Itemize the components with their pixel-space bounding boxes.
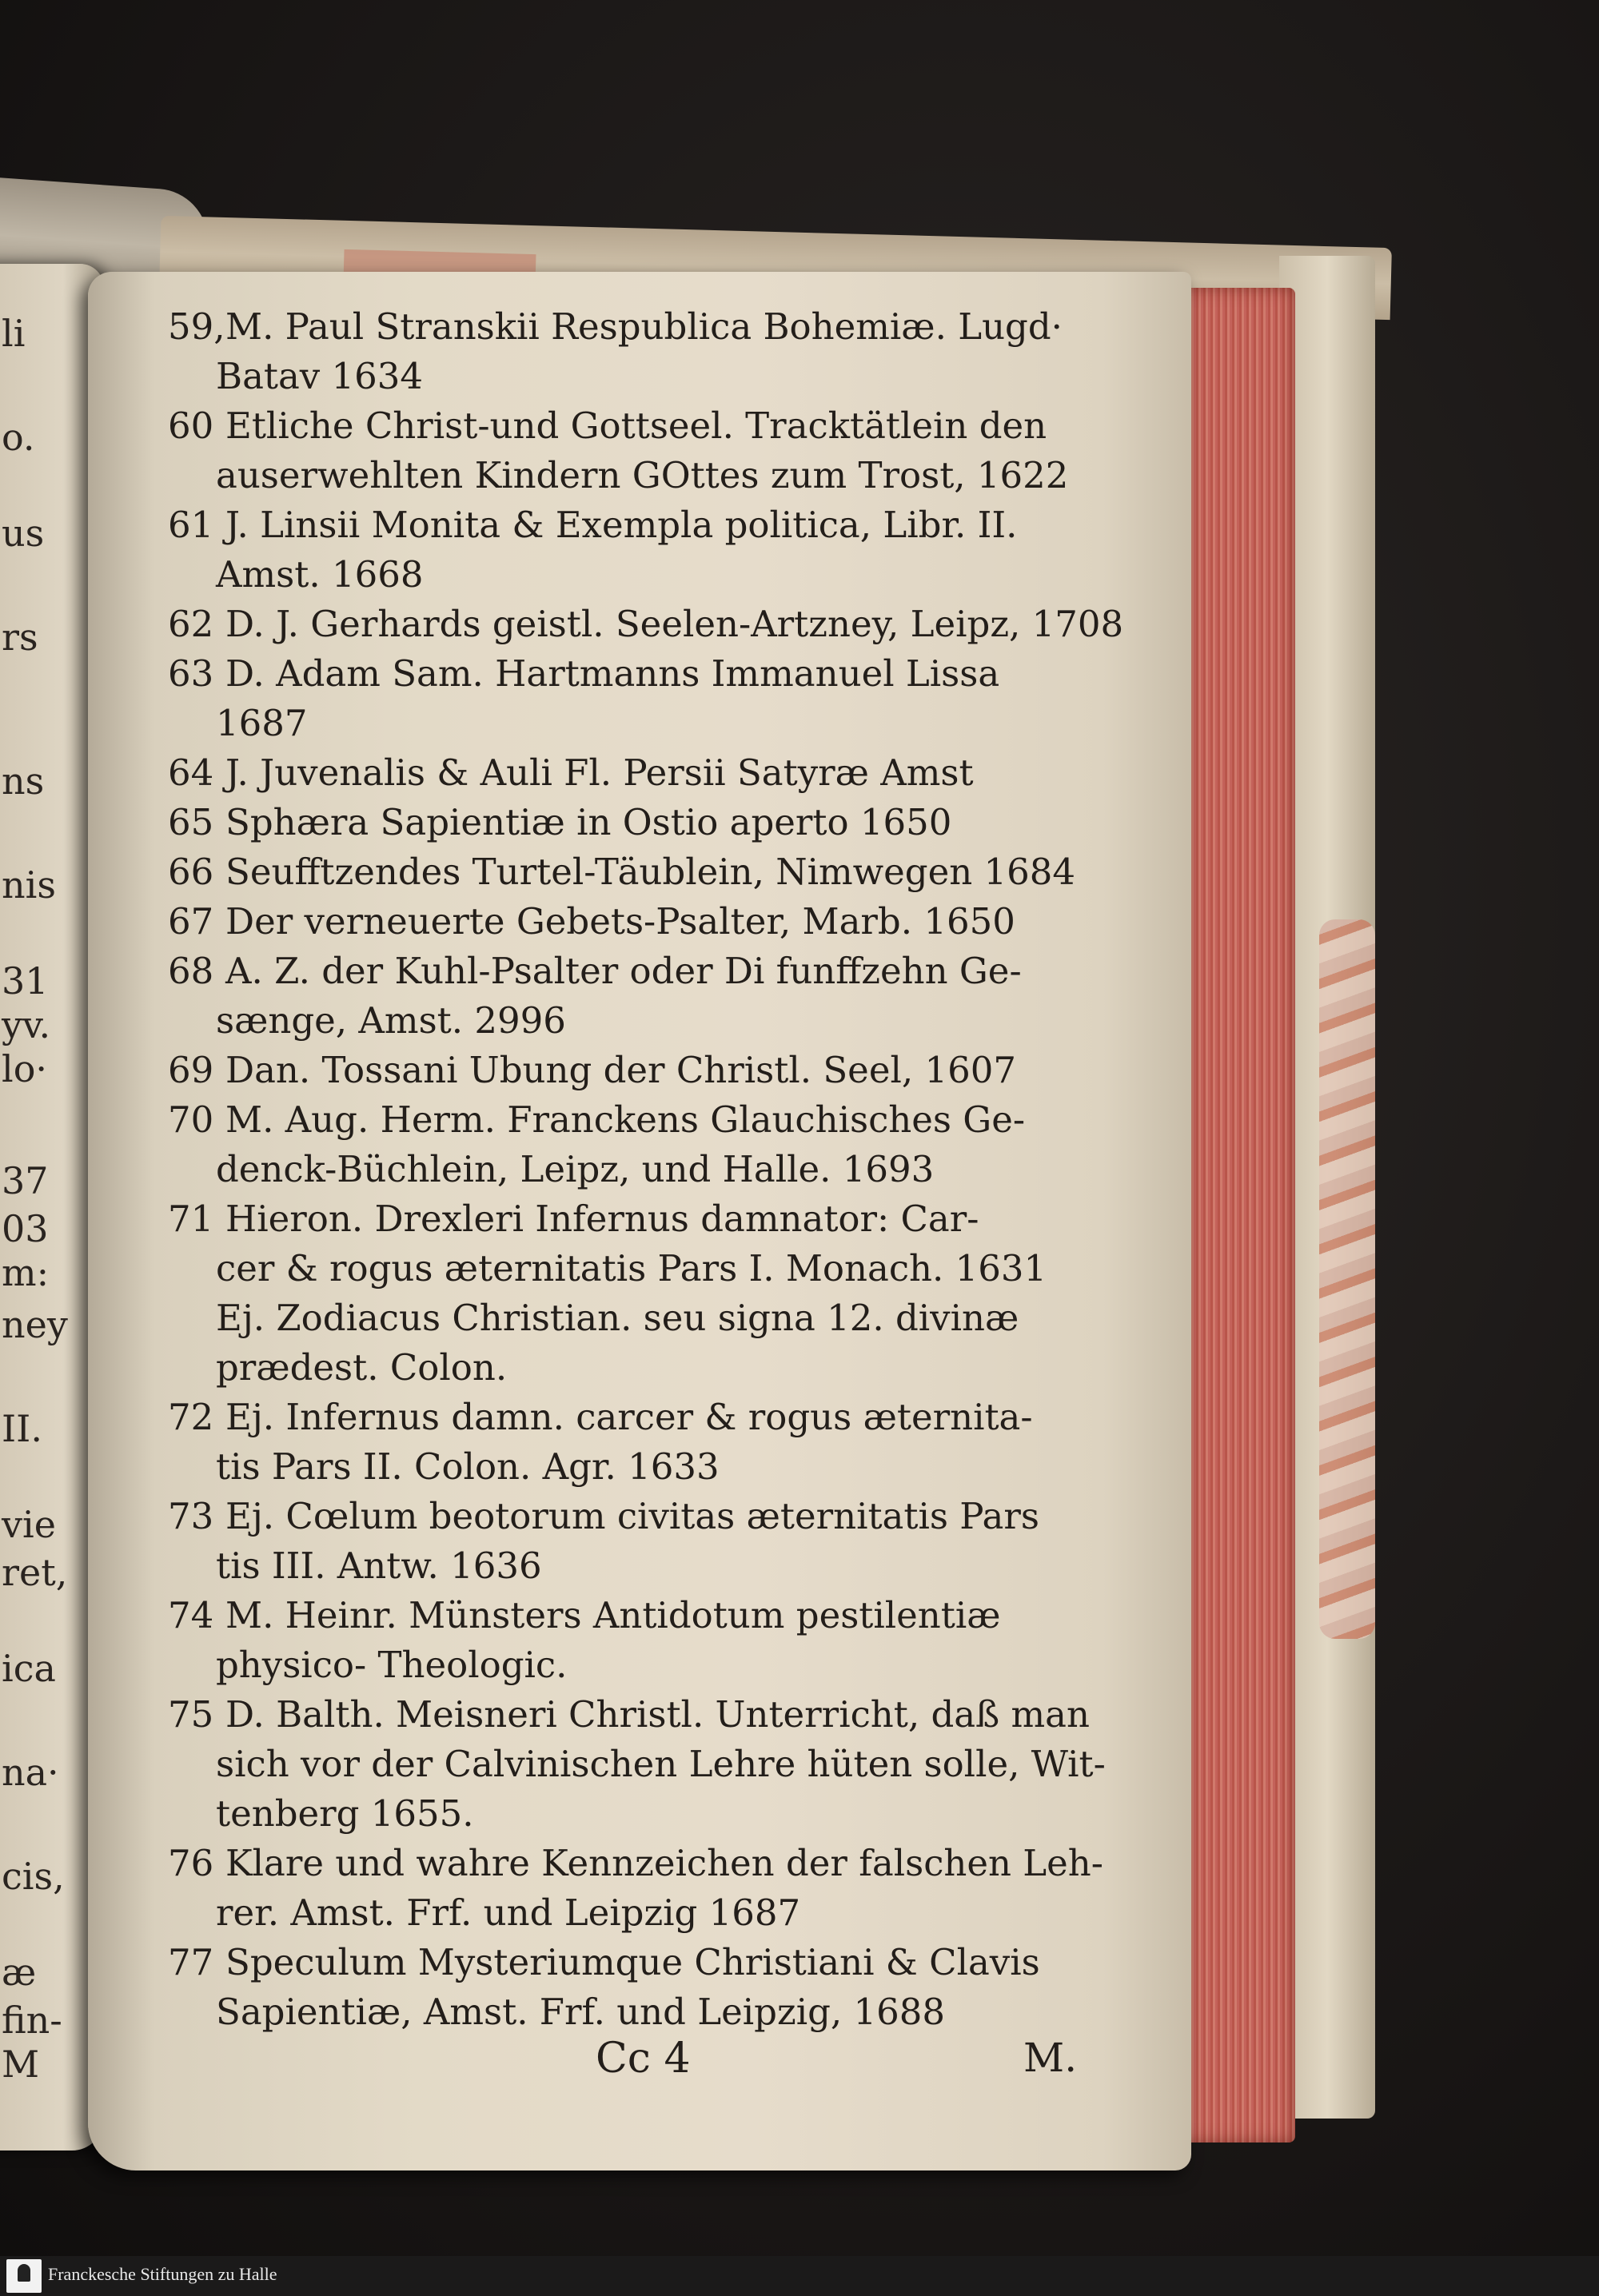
entry-text: Klare und wahre Kennzeichen der falschen Leh-	[225, 1842, 1103, 1884]
entry-text: Amst. 1668	[216, 553, 424, 596]
entry-text: M. Heinr. Münsters Antidotum pestilentiæ	[225, 1594, 1001, 1636]
entry-first-line	[168, 947, 1079, 996]
entry-text: Sphæra Sapientiæ in Ostio aperto 1650	[225, 801, 952, 843]
entry-text: prædest. Colon.	[216, 1346, 508, 1389]
entry-text: tenberg 1655.	[216, 1792, 474, 1835]
entry-first-line	[168, 1591, 1079, 1640]
entry-number: 60	[168, 405, 214, 447]
catalog-entry	[168, 401, 1079, 500]
entry-number: 72	[168, 1396, 214, 1438]
left-page-fragment: ret,	[2, 1551, 68, 1594]
catalog-entry	[168, 649, 1079, 748]
catalog-entry	[168, 1393, 1079, 1492]
left-page-fragment: rs	[2, 616, 38, 659]
entry-first-line	[168, 1690, 1090, 1740]
entry-number: 75	[168, 1693, 214, 1736]
entry-number: 77	[168, 1941, 214, 1983]
catalog-entry	[168, 947, 1079, 1046]
entry-continuation-line	[168, 1244, 1079, 1293]
entry-text: Ej. Zodiacus Christian. seu signa 12. divinæ	[216, 1297, 1019, 1339]
entry-text: tis Pars II. Colon. Agr. 1633	[216, 1445, 720, 1488]
entry-text: sænge, Amst. 2996	[216, 999, 566, 1042]
entry-number: 62	[168, 603, 214, 645]
entry-continuation-line	[168, 1987, 1079, 2037]
catalog-entry	[168, 1492, 1079, 1591]
entry-text: rer. Amst. Frf. und Leipzig 1687	[216, 1891, 801, 1934]
left-page-fragment: æ	[2, 1951, 37, 1994]
entry-text: M. Paul Stranskii Respublica Bohemiæ. Lugd·	[225, 305, 1063, 348]
entry-text: Seufftzendes Turtel-Täublein, Nimwegen 1684	[225, 851, 1076, 893]
entry-first-line	[168, 1046, 1079, 1095]
left-page-fragment: yv.	[2, 1003, 51, 1046]
entry-text: sich vor der Calvinischen Lehre hüten solle, Wit-	[216, 1743, 1106, 1785]
catalog-entry	[168, 1591, 1079, 1690]
entry-continuation-line	[168, 352, 1079, 401]
catalog-entry	[168, 798, 1079, 847]
catalog-entry	[168, 500, 1079, 600]
entry-text: 1687	[216, 702, 308, 744]
entry-text: Speculum Mysteriumque Christiani & Clavis	[225, 1941, 1040, 1983]
signature-mark: Cc 4	[596, 2035, 691, 2083]
entry-text: denck-Büchlein, Leipz, und Halle. 1693	[216, 1148, 935, 1190]
entry-text: Etliche Christ-und Gottseel. Tracktätlein den	[225, 405, 1047, 447]
catalog-entry	[168, 302, 1079, 401]
entry-continuation-line	[168, 1640, 1079, 1690]
entry-text: D. Balth. Meisneri Christl. Unterricht, daß man	[225, 1693, 1090, 1736]
entry-text: Hieron. Drexleri Infernus damnator: Car-	[225, 1198, 979, 1240]
catalog-entry	[168, 897, 1079, 947]
entry-continuation-line	[168, 699, 1079, 748]
entry-first-line	[168, 1095, 1079, 1145]
entry-text: auserwehlten Kindern GOttes zum Trost, 1622	[216, 454, 1069, 496]
catalog-entry	[168, 748, 1079, 798]
left-page-fragment: li	[2, 312, 26, 355]
left-page-fragment: 37	[2, 1159, 49, 1202]
catalog-entry	[168, 1194, 1079, 1393]
catalog-entry	[168, 847, 1079, 897]
entry-continuation-line	[168, 1541, 1079, 1591]
entry-continuation-line	[168, 1888, 1079, 1938]
institution-logo-icon	[6, 2259, 42, 2293]
entry-first-line	[168, 302, 1079, 352]
entry-text: J. Juvenalis & Auli Fl. Persii Satyræ Amst	[225, 751, 974, 794]
entry-text: physico- Theologic.	[216, 1644, 568, 1686]
entry-first-line	[168, 748, 1079, 798]
left-page-fragment: lo·	[2, 1047, 48, 1090]
entry-number: 71	[168, 1198, 214, 1240]
catalog-entry	[168, 600, 1124, 649]
entry-number: 67	[168, 900, 214, 943]
entry-text: Batav 1634	[216, 355, 424, 397]
entry-text: tis III. Antw. 1636	[216, 1545, 542, 1587]
entry-continuation-line	[168, 996, 1079, 1046]
entry-first-line	[168, 897, 1079, 947]
catalog-text-block	[168, 302, 1124, 2037]
left-page-fragment: o.	[2, 416, 35, 459]
entry-number: 61	[168, 504, 214, 546]
catalog-entry	[168, 1690, 1106, 1839]
entry-continuation-line	[168, 1293, 1079, 1343]
entry-first-line	[168, 600, 1124, 649]
entry-continuation-line	[168, 1740, 1106, 1789]
entry-text: Ej. Cœlum beotorum civitas æternitatis Pars	[225, 1495, 1039, 1537]
credit-bar	[0, 2256, 1599, 2296]
entry-number: 69	[168, 1049, 214, 1091]
left-page-fragment: ney	[2, 1303, 68, 1346]
entry-first-line	[168, 649, 1079, 699]
entry-first-line	[168, 1839, 1103, 1888]
catchword: M.	[1023, 2035, 1078, 2081]
left-page-fragment: ica	[2, 1647, 56, 1690]
catalog-entry	[168, 1095, 1079, 1194]
entry-number: 68	[168, 950, 214, 992]
entry-text: A. Z. der Kuhl-Psalter oder Di funffzehn Ge-	[225, 950, 1022, 992]
entry-number: 66	[168, 851, 214, 893]
entry-continuation-line	[168, 451, 1079, 500]
entry-continuation-line	[168, 1442, 1079, 1492]
entry-first-line	[168, 847, 1079, 897]
entry-continuation-line	[168, 550, 1079, 600]
entry-number: 63	[168, 652, 214, 695]
left-page-fragment: cis,	[2, 1855, 65, 1898]
entry-text: Dan. Tossani Ubung der Christl. Seel, 1607	[225, 1049, 1016, 1091]
entry-number: 65	[168, 801, 214, 843]
left-page-fragment: 03	[2, 1207, 49, 1250]
entry-number: 76	[168, 1842, 214, 1884]
left-page-fragment: vie	[2, 1503, 56, 1546]
entry-continuation-line	[168, 1789, 1079, 1839]
left-page-fragment: nis	[2, 863, 56, 907]
entry-first-line	[168, 1938, 1079, 1987]
entry-first-line	[168, 1194, 1079, 1244]
entry-number: 73	[168, 1495, 214, 1537]
catalog-entry	[168, 1938, 1079, 2037]
entry-number: 74	[168, 1594, 214, 1636]
entry-first-line	[168, 798, 1079, 847]
entry-number: 70	[168, 1098, 214, 1141]
credit-text: Franckesche Stiftungen zu Halle	[48, 2264, 277, 2284]
entry-text: Der verneuerte Gebets-Psalter, Marb. 1650	[225, 900, 1015, 943]
entry-first-line	[168, 1393, 1079, 1442]
left-page-fragment: us	[2, 512, 45, 555]
left-page-fragment: fin-	[2, 1999, 62, 2042]
left-page-fragment: M	[2, 2043, 40, 2086]
left-page-fragment: II.	[2, 1407, 42, 1450]
left-page-fragment: 31	[2, 959, 49, 1003]
entry-text: M. Aug. Herm. Franckens Glauchisches Ge-	[225, 1098, 1026, 1141]
entry-number: 64	[168, 751, 214, 794]
entry-continuation-line	[168, 1343, 1079, 1393]
left-page-fragment: na·	[2, 1751, 59, 1794]
entry-text: D. J. Gerhards geistl. Seelen-Artzney, Leipz, 1708	[225, 603, 1124, 645]
entry-text: J. Linsii Monita & Exempla politica, Libr. II.	[225, 504, 1018, 546]
entry-continuation-line	[168, 1145, 1079, 1194]
left-page-fragment: ns	[2, 759, 45, 803]
entry-first-line	[168, 1492, 1079, 1541]
entry-text: Ej. Infernus damn. carcer & rogus æternita-	[225, 1396, 1033, 1438]
catalog-entry	[168, 1839, 1103, 1938]
entry-text: Sapientiæ, Amst. Frf. und Leipzig, 1688	[216, 1991, 946, 2033]
entry-first-line	[168, 500, 1079, 550]
entry-text: cer & rogus æternitatis Pars I. Monach. 1631	[216, 1247, 1047, 1290]
entry-text: D. Adam Sam. Hartmanns Immanuel Lissa	[225, 652, 1000, 695]
left-page-fragment: m:	[2, 1251, 50, 1294]
marbled-cover-pattern	[1319, 919, 1375, 1639]
entry-number: 59,	[168, 305, 225, 348]
entry-first-line	[168, 401, 1079, 451]
catalog-entry	[168, 1046, 1079, 1095]
